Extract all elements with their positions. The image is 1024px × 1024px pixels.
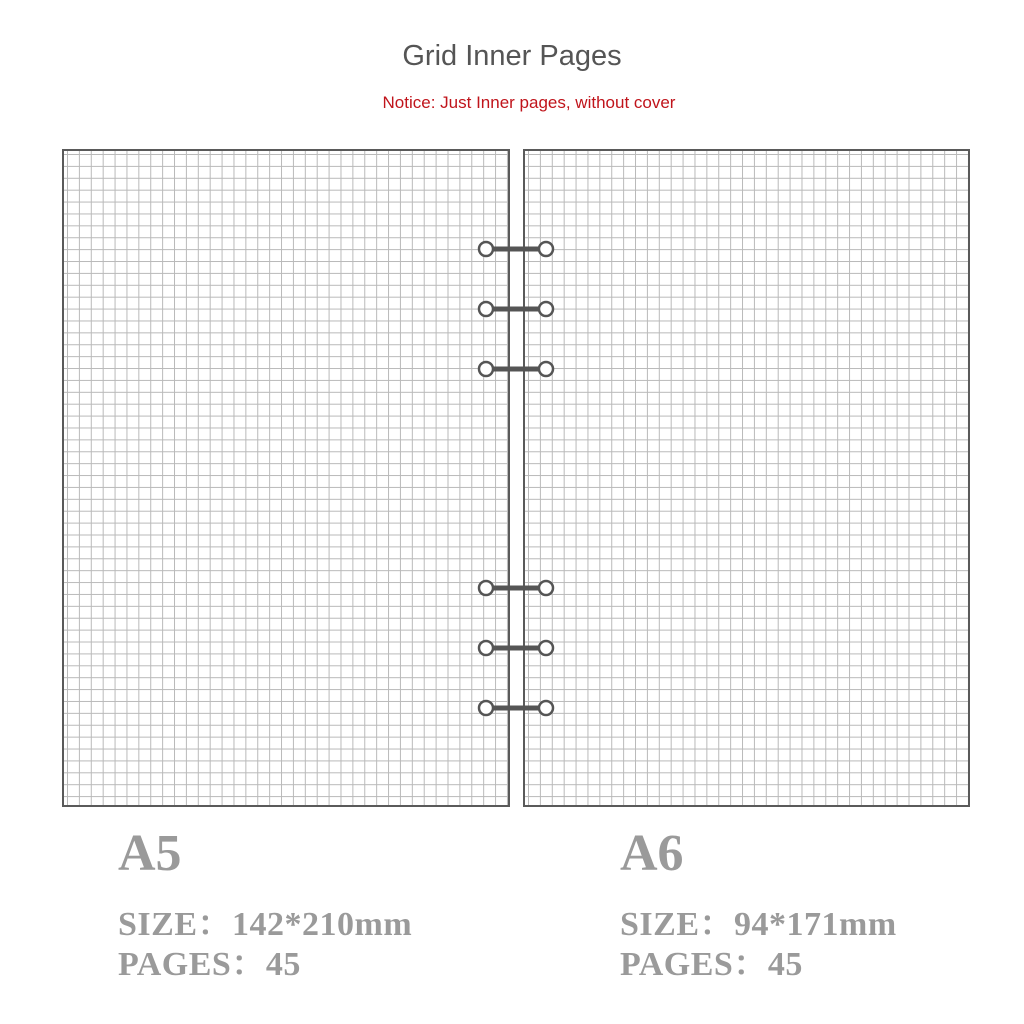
grid-page-a5 bbox=[62, 149, 510, 807]
notice-text: Notice: Just Inner pages, without cover bbox=[382, 93, 676, 112]
grid-page-a6 bbox=[523, 149, 970, 807]
a6-size: SIZE：94*171mm bbox=[620, 906, 897, 943]
a5-pages: PAGES：45 bbox=[118, 946, 301, 983]
page-title: Grid Inner Pages bbox=[402, 40, 622, 72]
a6-label: A6 bbox=[620, 825, 684, 882]
a6-pages: PAGES：45 bbox=[620, 946, 803, 983]
a5-size: SIZE：142*210mm bbox=[118, 906, 413, 943]
a5-label: A5 bbox=[118, 825, 182, 882]
